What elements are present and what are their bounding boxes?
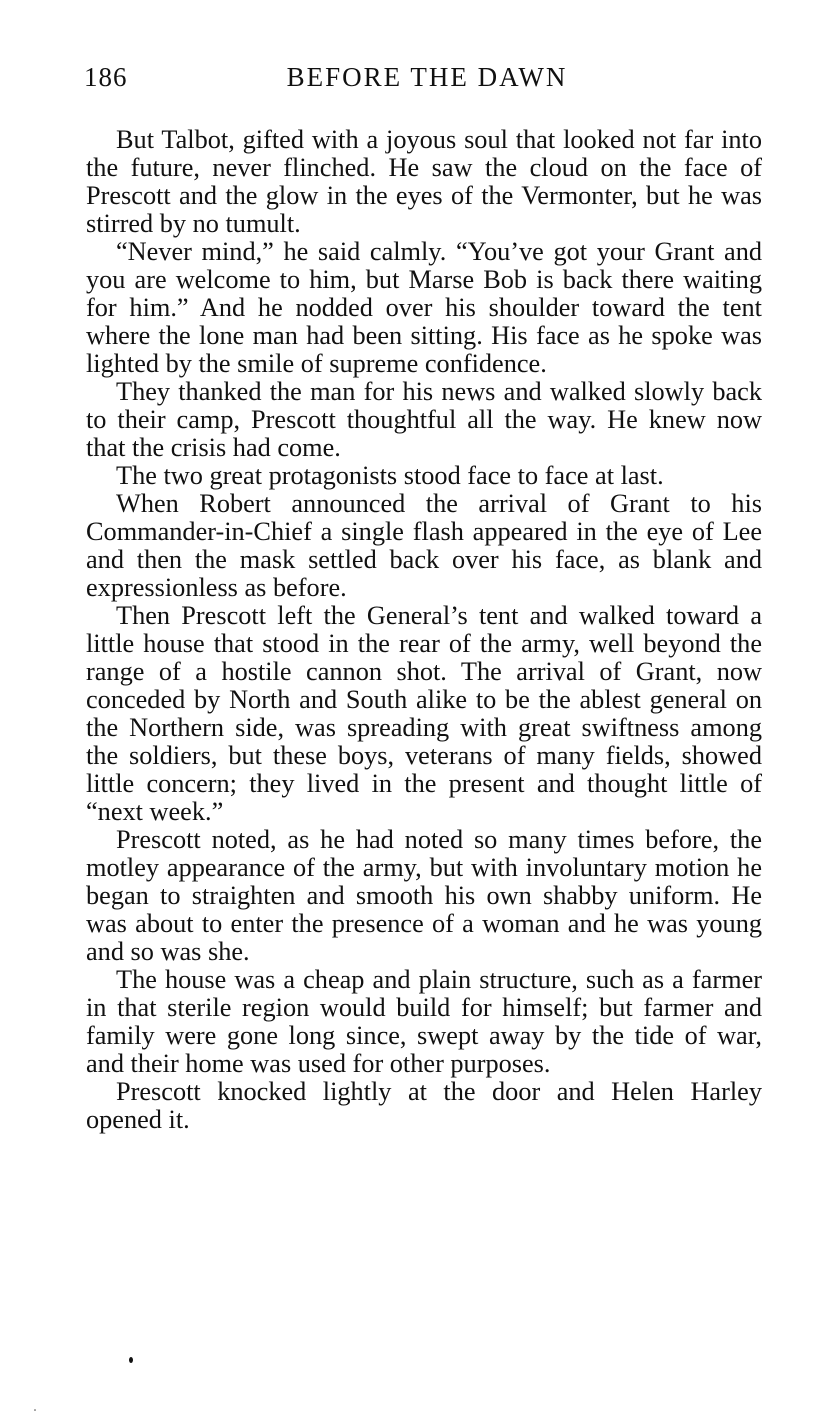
- paragraph: The house was a cheap and plain structure, such as a farmer in that sterile region would build for himself; but farmer and family were gone long since, swept away by the tide of war, and their home was used for other purposes.: [86, 965, 762, 1078]
- paragraph: Prescott noted, as he had noted so many times before, the motley appearance of the army, but with involuntary motion he began to straighten and smooth his own shabby uniform. He was about to enter the presence of a woman and he was young and so was she.: [86, 825, 762, 966]
- page-number: 186: [84, 62, 128, 92]
- text-body: [86, 126, 762, 1134]
- paragraph: The two great protagonists stood face to face at last.: [116, 461, 664, 490]
- paragraph: They thanked the man for his news and walked slowly back to their camp, Prescott thoughtful all the way. He knew now that the crisis had come.: [86, 377, 762, 462]
- paragraph: But Talbot, gifted with a joyous soul that looked not far into the future, never flinched. He saw the cloud on the face of Prescott and the glow in the eyes of the Vermonter, but he was stirred by no tumult.: [86, 125, 762, 238]
- paragraph: Prescott knocked lightly at the door and Helen Harley opened it.: [86, 1077, 762, 1134]
- paragraph: “Never mind,” he said calmly. “You’ve got your Grant and you are welcome to him, but Marse Bob is back there waiting for him.” And he nodded over his shoulder toward the tent where the lone man had been sitting. His face as he spoke was lighted by the smile of supreme confidence.: [86, 237, 762, 378]
- paragraph: Then Prescott left the General’s tent and walked toward a little house that stood in the rear of the army, well beyond the range of a hostile cannon shot. The arrival of Grant, now conceded by North and South alike to be the ablest general on the Northern side, was spreading with great swiftness among the soldiers, but these boys, veterans of many fields, showed little concern; they lived in the present and thought little of “next week.”: [86, 601, 762, 826]
- paragraph: When Robert announced the arrival of Grant to his Commander-in-Chief a single flash appeared in the eye of Lee and then the mask settled back over his face, as blank and expressionless as before.: [86, 489, 762, 602]
- page-header: [84, 62, 764, 96]
- running-title: BEFORE THE DAWN: [286, 62, 568, 92]
- ink-speck: [129, 1357, 133, 1363]
- ink-speck: [34, 1409, 36, 1411]
